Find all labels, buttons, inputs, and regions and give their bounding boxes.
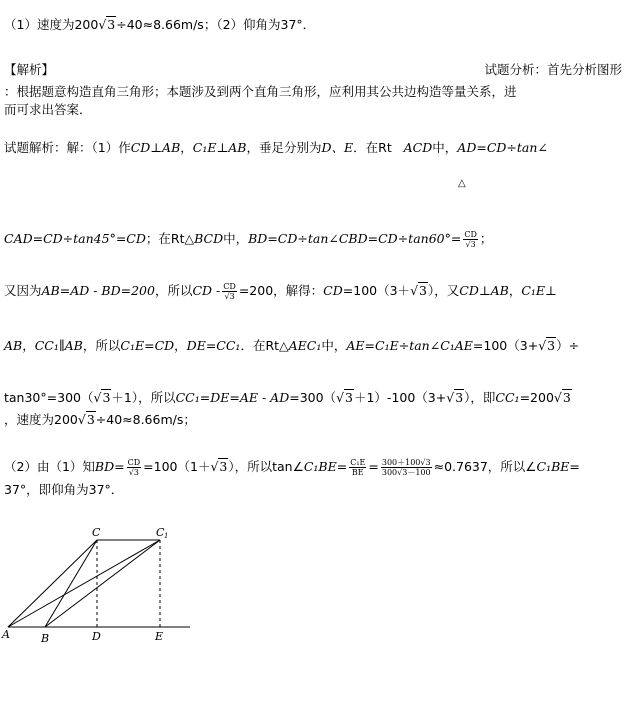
geometry-diagram: [0, 524, 200, 654]
analysis-line-2: ：根据题意构造直角三角形；本题涉及到两个直角三角形，应利用其公共边构造等量关系，进: [4, 84, 517, 99]
analysis-title: 【解析】: [4, 62, 55, 77]
analysis-line-3: 而可求出答案．: [4, 102, 92, 117]
analysis-right-label: 试题分析：首先分析图形: [484, 62, 622, 77]
solution-line-7: （2）由（1）知BD= $\frac{CD}{√3}$ =100（1＋√3），所以tan∠C₁BE= $\frac{\text{C₁E}}{BE}$ = $\frac{300+100√3}{300√3-100}$ ≈0.7637，所以∠C₁BE=: [4, 458, 580, 477]
label-a: A: [2, 628, 10, 641]
fraction-cd-over-sqrt3-b: $\frac{CD}{√3}$: [223, 282, 236, 301]
fraction-cd-over-sqrt3-c: $\frac{CD}{√3}$: [127, 458, 141, 477]
answer-pre: （1）速度为200: [4, 17, 99, 32]
answer-post: ÷40≈8.66m/s；（2）仰角为37°．: [116, 17, 316, 32]
solution-line-2: CAD=CD÷tan45°=CD；在Rt△BCD中，BD=CD÷tan∠CBD=CD÷tan60°= $\frac{CD}{√3}$ ；: [4, 230, 493, 249]
triangle-symbol: △: [458, 178, 466, 189]
label-c1-sub: 1: [164, 532, 169, 540]
label-c: C: [92, 526, 101, 539]
label-e: E: [155, 630, 164, 643]
label-b: B: [41, 632, 50, 645]
fraction-cd-over-sqrt3: $\frac{CD}{√3}$: [464, 230, 477, 249]
solution-line-6: ，速度为200√3÷40≈8.66m/s；: [4, 412, 196, 427]
solution-line-3: 又因为AB=AD - BD=200，所以CD - $\frac{CD}{√3}$ =200，解得：CD=100（3＋√3），又CD⊥AB，C₁E⊥: [4, 282, 557, 301]
fraction-big: $\frac{300+100√3}{300√3-100}$: [381, 458, 431, 477]
solution-line-4: AB，CC₁∥AB，所以C₁E=CD，DE=CC₁．在Rt△AEC₁中，AE=C₁E÷tan∠C₁AE=100（3+√3）÷: [4, 338, 580, 353]
line-b-c1: [45, 540, 160, 627]
answer-line: [4, 17, 315, 33]
sqrt-3: √3: [98, 17, 116, 32]
solution-line-1: 试题解析：解：（1）作CD⊥AB，C₁E⊥AB，垂足分别为D、E．在Rt ACD中，AD=CD÷tan∠: [4, 140, 548, 155]
label-c1: C: [156, 526, 165, 539]
fraction-c1e-over-be: $\frac{\text{C₁E}}{BE}$: [350, 458, 366, 477]
label-d: D: [92, 630, 101, 643]
solution-line-5: tan30°=300（√3＋1），所以CC₁=DE=AE - AD=300（√3＋1）-100（3+√3），即CC₁=200√3: [4, 390, 571, 405]
analysis-heading: [4, 62, 54, 78]
solution-line-8: 37°，即仰角为37°．: [4, 482, 124, 497]
